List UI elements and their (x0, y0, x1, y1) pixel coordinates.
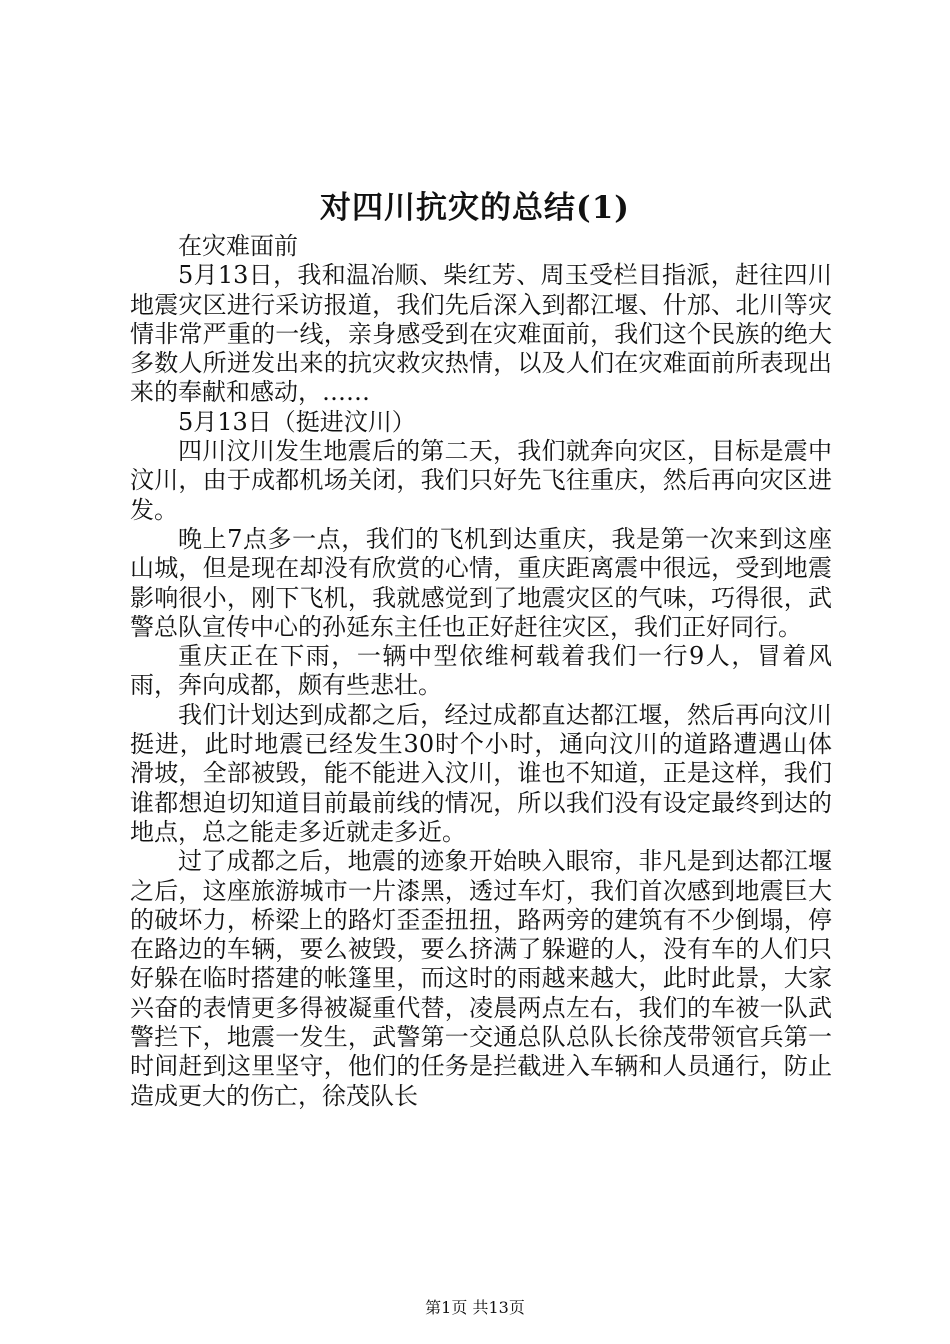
page-footer (0, 1297, 950, 1319)
document-body (130, 232, 832, 1111)
paragraph-heading: 在灾难面前 (178, 232, 298, 260)
page-number: 第1页 (425, 1298, 468, 1317)
paragraph-date-heading: 5月13日（挺进汶川） (178, 407, 416, 436)
paragraph: 重庆正在下雨，一辆中型依维柯载着我们一行9人，冒着风雨，奔向成都，颇有些悲壮。 (130, 642, 832, 700)
paragraph: 过了成都之后，地震的迹象开始映入眼帘，非凡是到达都江堰之后，这座旅游城市一片漆黑，透过车灯，我们首次感到地震巨大的破坏力，桥梁上的路灯歪歪扭扭，路两旁的建筑有不少倒塌，停在路边的车辆，要么被毁，要么挤满了躲避的人，没有车的人们只好躲在临时搭建的帐篷里，而这时的雨越来越大，此时此景，大家兴奋的表情更多得被凝重代替，凌晨两点左右，我们的车被一队武警拦下，地震一发生，武警第一交通总队总队长徐茂带领官兵第一时间赶到这里坚守，他们的任务是拦截进入车辆和人员通行，防止造成更大的伤亡，徐茂队长 (130, 847, 832, 1110)
paragraph: 晚上7点多一点，我们的飞机到达重庆，我是第一次来到这座山城，但是现在却没有欣赏的心情，重庆距离震中很远，受到地震影响很小，刚下飞机，我就感觉到了地震灾区的气味，巧得很，武警总队宣传中心的孙延东主任也正好赶往灾区，我们正好同行。 (130, 524, 832, 641)
paragraph: 四川汶川发生地震后的第二天，我们就奔向灾区，目标是震中汶川，由于成都机场关闭，我们只好先飞往重庆，然后再向灾区进发。 (130, 437, 832, 524)
page-total: 共13页 (472, 1298, 525, 1317)
paragraph: 我们计划达到成都之后，经过成都直达都江堰，然后再向汶川挺进，此时地震已经发生30时个小时，通向汶川的道路遭遇山体滑坡，全部被毁，能不能进入汶川，谁也不知道，正是这样，我们谁都想迫切知道目前最前线的情况，所以我们没有设定最终到达的地点，总之能走多近就走多近。 (130, 700, 832, 846)
document-title: 对四川抗灾的总结(1) (320, 190, 630, 226)
paragraph: 5月13日，我和温冶顺、柴红芳、周玉受栏目指派，赶往四川地震灾区进行采访报道，我们先后深入到都江堰、什邡、北川等灾情非常严重的一线，亲身感受到在灾难面前，我们这个民族的绝大多数人所迸发出来的抗灾救灾热情，以及人们在灾难面前所表现出来的奉献和感动，…… (130, 261, 832, 407)
